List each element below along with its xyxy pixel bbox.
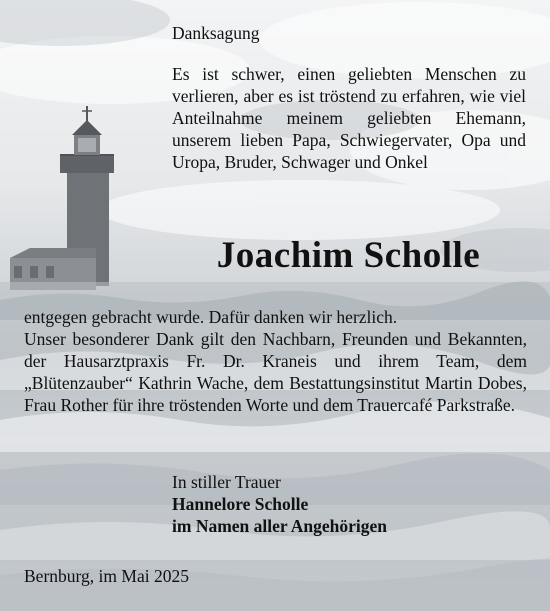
signer-relatives: im Namen aller Angehörigen xyxy=(172,516,388,536)
notice-heading: Danksagung xyxy=(172,23,260,43)
intro-paragraph: Es ist schwer, einen geliebten Menschen zu verlieren, aber es ist tröstend zu erfahren, wie viel Anteilnahme meinem geliebten Ehemann, unserem lieben Papa, Schwiegervater, Opa und Uropa, Bruder, Schwager und Onkel xyxy=(172,64,526,172)
signer-name: Hannelore Scholle xyxy=(172,494,309,514)
mourning-phrase: In stiller Trauer xyxy=(172,472,281,492)
place-and-date: Bernburg, im Mai 2025 xyxy=(24,566,189,586)
body-first-line: entgegen gebracht wurde. Dafür danken wir herzlich. xyxy=(24,307,398,327)
body-second-paragraph: Unser besonderer Dank gilt den Nachbarn, Freunden und Bekannten, der Hausarztpraxis Fr. Dr. Kraneis und ihrem Team, dem „Blütenzauber“ Kathrin Wache, dem Bestattungsinstitut Martin Dobes, Frau Rother für ihre tröstenden Worte und dem Trauercafé Parkstraße. xyxy=(24,329,527,415)
deceased-name: Joachim Scholle xyxy=(216,235,481,276)
signature-block xyxy=(172,471,512,537)
thanks-body xyxy=(24,306,527,416)
